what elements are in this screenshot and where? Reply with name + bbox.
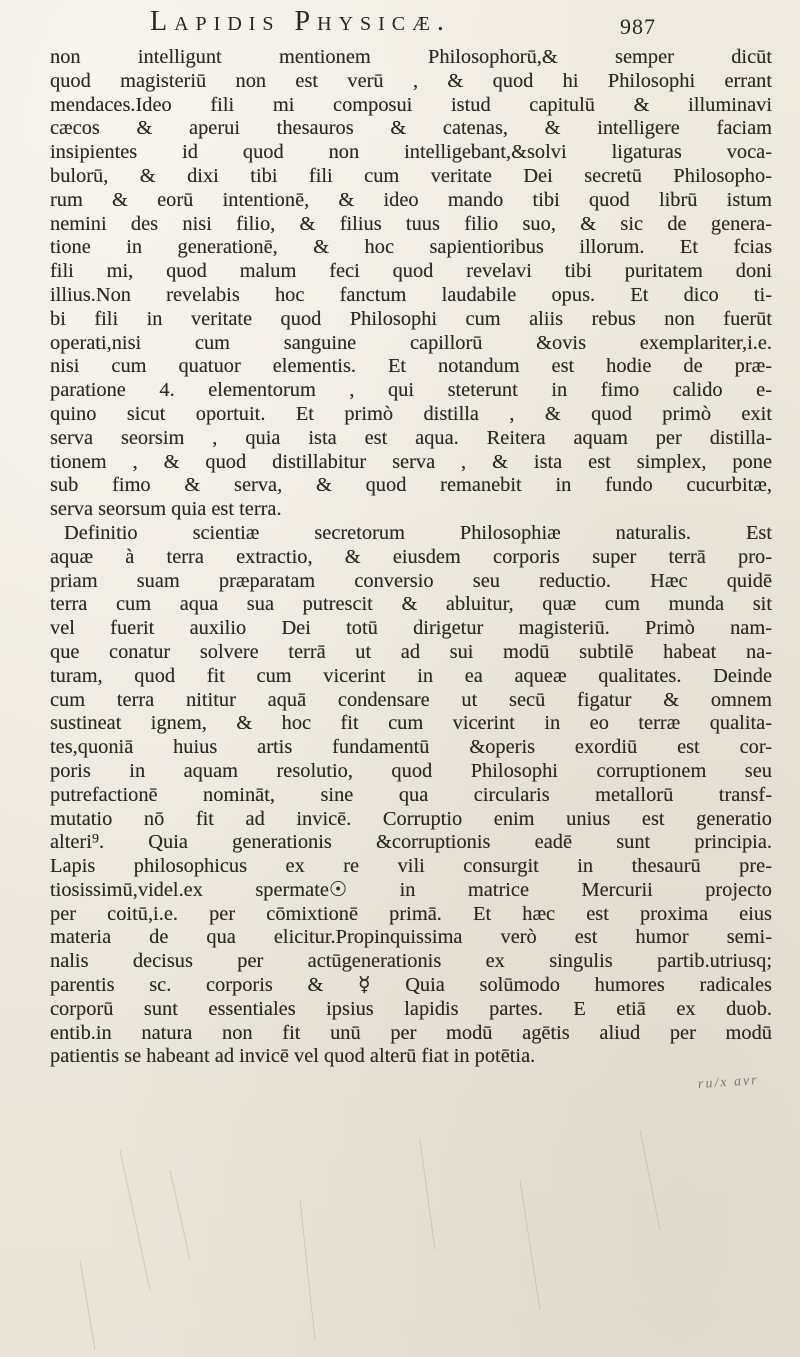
- text-line: quod magisteriū non est verū , & quod hi Philosophi errant: [50, 69, 772, 92]
- text-line: bi fili in veritate quod Philosophi cum aliis rebus non fuerūt: [50, 307, 772, 330]
- text-line: vel fuerit auxilio Dei totū dirigetur magisteriū. Primò nam-: [50, 617, 772, 640]
- text-line: per coitū,i.e. per cōmixtionē primā. Et hæc est proxima eius: [50, 902, 772, 925]
- text-line: entib.in natura non fit unū per modū agētis aliud per modū: [50, 1021, 772, 1044]
- text-line: sub fimo & serva, & quod remanebit in fundo cucurbitæ,: [50, 474, 772, 497]
- text-line: materia de qua elicitur.Propinquissima verò est humor semi-: [50, 926, 772, 949]
- text-line: tione in generationē, & hoc sapientioribus illorum. Et fcias: [50, 236, 772, 259]
- body-text: [50, 46, 772, 1069]
- page-number: 987: [620, 14, 656, 39]
- text-line: cum terra nititur aquā condensare ut secū figatur & omnem: [50, 688, 772, 711]
- text-line: tes,quoniā huius artis fundamentū &operis exordiū est cor-: [50, 736, 772, 759]
- text-line: insipientes id quod non intelligebant,&solvi ligaturas voca-: [50, 141, 772, 164]
- text-line: rum & eorū intentionē, & ideo mando tibi quod librū istum: [50, 188, 772, 211]
- text-line: cæcos & aperui thesauros & catenas, & intelligere faciam: [50, 117, 772, 140]
- text-line: aquæ à terra extractio, & eiusdem corporis super terrā pro-: [50, 545, 772, 568]
- text-line: serva seorsim , quia ista est aqua. Reitera aquam per distilla-: [50, 426, 772, 449]
- text-line: turam, quod fit cum vicerint in ea aqueæ qualitates. Deinde: [50, 664, 772, 687]
- marginal-annotation: ru/x avr: [697, 1072, 760, 1093]
- text-line: patientis se habeant ad invicē vel quod alterū fiat in potētia.: [50, 1045, 536, 1068]
- text-line: corporū sunt essentiales ipsius lapidis partes. E etiā ex duob.: [50, 997, 772, 1020]
- text-line: putrefactionē nomināt, sine qua circularis metallorū transf-: [50, 783, 772, 806]
- text-line: mutatio nō fit ad invicē. Corruptio enim unius est generatio: [50, 807, 772, 830]
- text-line: paratione 4. elementorum , qui steterunt in fimo calido e-: [50, 379, 772, 402]
- text-line: Lapis philosophicus ex re vili consurgit in thesaurū pre-: [50, 855, 772, 878]
- text-line: que conatur solvere terrā ut ad sui modū subtilē habeat na-: [50, 640, 772, 663]
- text-line: bulorū, & dixi tibi fili cum veritate Dei secretū Philosopho-: [50, 164, 772, 187]
- text-line: non intelligunt mentionem Philosophorū,& semper dicūt: [50, 46, 772, 68]
- text-line: terra cum aqua sua putrescit & abluitur, quæ cum munda sit: [50, 593, 772, 616]
- text-line: nisi cum quatuor elementis. Et notandum est hodie de præ-: [50, 355, 772, 378]
- running-head-title: Lapidis Physicæ.: [150, 6, 451, 37]
- text-line: nalis decisus per actūgenerationis ex singulis partib.utriusq;: [50, 950, 772, 973]
- text-line: quino sicut oportuit. Et primò distilla , & quod primò exit: [50, 402, 772, 425]
- text-line: operati,nisi cum sanguine capillorū &ovis exemplariter,i.e.: [50, 331, 772, 354]
- show-through-marks: [0, 1110, 800, 1357]
- text-line: fili mi, quod malum feci quod revelavi tibi puritatem doni: [50, 260, 772, 283]
- text-line: priam suam præparatam conversio seu reductio. Hæc quidē: [50, 569, 772, 592]
- text-line: tionem , & quod distillabitur serva , & ista est simplex, pone: [50, 450, 772, 473]
- text-line: sustineat ignem, & hoc fit cum vicerint in eo terræ qualita-: [50, 712, 772, 735]
- text-line: tiosissimū,videl.ex spermate☉ in matrice Mercurii projecto: [50, 878, 772, 901]
- text-line: nemini des nisi filio, & filius tuus filio suo, & sic de genera-: [50, 212, 772, 235]
- text-line: poris in aquam resolutio, quod Philosophi corruptionem seu: [50, 759, 772, 782]
- text-line: illius.Non revelabis hoc fanctum laudabile opus. Et dico ti-: [50, 283, 772, 306]
- text-line: Definitio scientiæ secretorum Philosophiæ naturalis. Est: [64, 521, 772, 544]
- text-line: mendaces.Ideo fili mi composui istud capitulū & illuminavi: [50, 93, 772, 116]
- text-line: alteri⁹. Quia generationis &corruptionis eadē sunt principia.: [50, 831, 772, 854]
- text-line: serva seorsum quia est terra.: [50, 498, 282, 521]
- running-head: [150, 2, 660, 42]
- text-line: parentis sc. corporis & ☿ Quia solūmodo humores radicales: [50, 974, 772, 997]
